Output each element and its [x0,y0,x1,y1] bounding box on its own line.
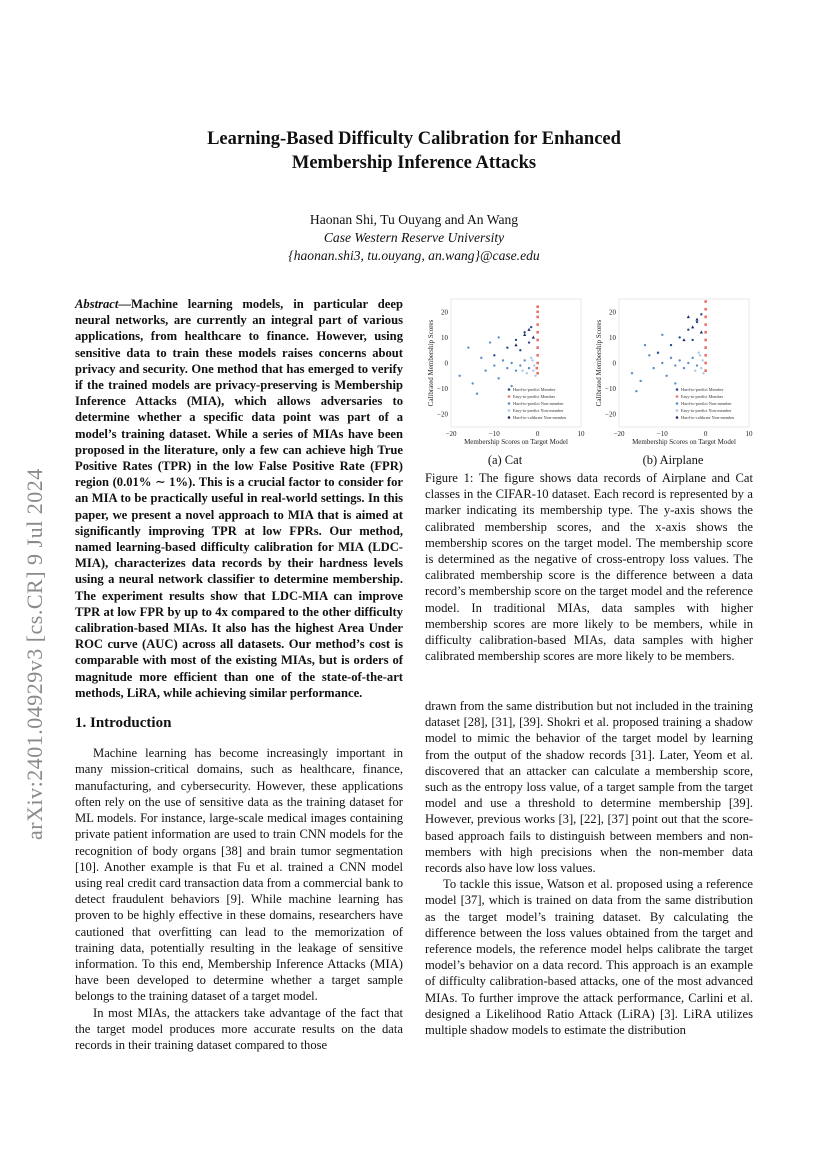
data-point [704,339,707,342]
data-point [515,339,517,341]
legend-marker [676,409,679,412]
data-point [458,375,460,377]
data-point [521,369,523,371]
x-tick-label: 0 [703,430,708,438]
data-point [635,390,637,392]
data-point [530,357,532,359]
x-axis-label: Membership Scores on Target Model [464,438,568,446]
data-point [701,359,703,361]
legend-marker [508,409,511,412]
data-point [536,311,539,314]
data-point [702,372,704,374]
right-paragraph-2: To tackle this issue, Watson et al. proposed using a reference model [37], which is trained on data from the same distribution as the target model’s training dataset. By calculating the difference between the loss values obtained from the target and reference models, the reference model helps calibrate the target model’s behavior on a data record. This approach is an example of difficulty calibration-based attacks, one of the most advanced MIAs. To further improve the attack performance, Carlini et al. designed a Likelihood Ratio Attack (LiRA) [3]. LiRA utilizes multiple shadow models to estimate the distribution [425,877,753,1038]
data-point [497,377,499,379]
data-point [683,367,685,369]
data-point [639,380,641,382]
data-point [493,364,495,366]
data-point [704,362,707,365]
legend-entry: Easy-to-predict Member [681,394,724,399]
data-point [704,331,707,334]
affiliation: Case Western Reserve University [323,230,505,245]
legend-marker [508,388,511,391]
y-tick-label: 10 [441,333,448,342]
y-tick-label: −20 [605,410,616,419]
subfigure-airplane [593,296,753,466]
data-point [467,346,469,348]
data-point [493,354,495,356]
data-point [696,321,698,323]
data-point [696,364,698,366]
data-point [531,359,533,361]
y-tick-label: −10 [437,385,448,394]
data-point [519,364,521,366]
author-names: Haonan Shi, Tu Ouyang and An Wang [309,212,519,227]
data-point [661,334,663,336]
legend-entry: Hard-to-calibrate Non-member [513,415,567,420]
x-tick-label: 10 [577,430,585,438]
legend-entry: Hard-to-predict Member [681,387,724,392]
legend-entry: Easy-to-predict Member [513,394,556,399]
x-tick-label: 10 [745,430,753,438]
data-point [678,359,680,361]
legend-marker [508,395,511,398]
data-point [694,369,696,371]
data-point [526,372,528,374]
x-tick-label: 0 [535,430,540,438]
data-point [700,313,702,315]
data-point [670,344,672,346]
data-point [533,364,535,366]
paper-title-line2: Membership Inference Attacks [291,153,537,173]
scatter-plot-airplane [593,296,758,451]
x-tick-label: −20 [613,430,625,438]
intro-paragraph-1: Machine learning has become increasingly important in many mission-critical domains, such as healthcare, finance, manufacturing, and cybersecurity. However, these applications often rely on the use of sensitive data as the training dataset for ML models. For instance, large-scale medical images containing private patient information are used to train CNN models for the recognition of body organs [38] and brain tumor segmentation [10]. Another example is that Fu et al. trained a CNN model using real credit card transaction data from a commercial bank to detect fraudulent behaviors [9]. While machine learning has proven to be highly effective in these domains, researchers have cautioned that overfitting can lead to the memorization of training data, potentially resulting in the leakage of sensitive information. To this end, Membership Inference Attacks (MIA) have been developed to determine whether a target sample belongs to the training dataset of a target model. [75,746,403,1004]
y-tick-label: 20 [609,308,616,317]
data-point [506,346,508,348]
data-point [536,339,539,342]
data-point [480,357,482,359]
data-point [528,367,530,369]
abstract-body: —Machine learning models, in particular deep neural networks, are currently an integral part of various applications, from healthcare to finance. However, using sensitive data to train these models raises concerns about privacy and security. One method that has emerged to verify if the trained models are privacy-preserving is Membership Inference Attacks (MIA), which allows adversaries to determine whether a specific data point was part of a model’s training dataset. While a series of MIAs have been proposed in the literature, only a few can achieve high True Positive Rates (TPR) in the low False Positive Rate (FPR) region (0.01% ∼ 1%). This is a crucial factor to consider for an MIA to be practically useful in real-world settings. In this paper, we present a novel approach to MIA that is aimed at significantly improving TPR at low FPRs. Our method, named learning-based difficulty calibration for MIA (LDC-MIA), characterizes data records by their hardness levels using a neural network classifier to determine membership. The experiment results show that LDC-MIA can improve TPR at low FPR by up to 4x compared to the other difficulty calibration-based MIAs. It also has the highest Area Under ROC curve (AUC) across all datasets. Our method’s cost is comparable with most of the existing MIAs, but is orders of magnitude more efficient than one of the state-of-the-art methods, LiRA, while achieving similar performance. [75,297,403,700]
x-axis-label: Membership Scores on Target Model [632,438,736,446]
data-point [515,369,517,371]
scatter-plot-cat [425,296,590,451]
data-point [536,354,539,357]
data-point [536,316,539,319]
data-point [519,349,521,351]
right-column [425,698,753,1038]
data-point [687,362,689,364]
data-point [678,336,680,338]
legend-marker [676,388,679,391]
data-point [536,346,539,349]
right-paragraph-1: drawn from the same distribution but not included in the training dataset [28], [31], [39]. Shokri et al. proposed training a shadow model to mimic the behavior of the target model by learning from the output of the shadow records [31]. Later, Yeom et al. discovered that an attacker can calculate a membership score, such as the entropy loss value, of a target sample from the target model and use a threshold to determine membership [39]. However, previous works [3], [22], [37] point out that the score-based approach fails to distinguish between members and non-members with high precisions when the non-member data records also have low loss values. [425,699,753,876]
data-point [530,326,532,328]
section-heading: 1. Introduction [75,715,172,732]
y-tick-label: 0 [612,359,616,368]
data-point [700,367,702,369]
data-point [536,372,539,375]
data-point [497,336,499,338]
legend-entry: Hard-to-predict Member [513,387,556,392]
y-tick-label: 20 [441,308,448,317]
data-point [691,357,693,359]
y-tick-label: −10 [605,385,616,394]
data-point [704,323,707,326]
x-tick-label: −20 [445,430,457,438]
legend-marker [676,395,679,398]
data-point [704,369,707,372]
y-tick-label: 10 [609,333,616,342]
legend-entry: Hard-to-predict Non-member [513,401,564,406]
subcaption-cat: (a) Cat [487,453,523,467]
legend-entry: Hard-to-calibrate Non-member [681,415,735,420]
data-point [691,339,693,341]
data-point [687,329,689,331]
data-point [704,300,707,303]
data-point [534,375,536,377]
legend-entry: Easy-to-predict Non-member [681,408,732,413]
data-point [665,375,667,377]
data-point [644,344,646,346]
subcaption-airplane: (b) Airplane [642,453,704,467]
legend-entry: Hard-to-predict Non-member [681,401,732,406]
figure-caption [425,470,753,664]
data-point [532,369,534,371]
data-point [670,357,672,359]
data-point [536,305,539,308]
data-point [536,323,539,326]
data-point [704,346,707,349]
data-point [476,393,478,395]
data-point [528,341,530,343]
y-tick-label: −20 [437,410,448,419]
y-axis-label: Calibrated Membership Scores [595,319,603,407]
data-point [523,359,525,361]
x-tick-label: −10 [656,430,668,438]
data-point [704,316,707,319]
data-point [699,354,701,356]
data-point [657,352,659,354]
data-point [489,341,491,343]
data-point [536,362,539,365]
arxiv-identifier: arXiv:2401.04929v3 [cs.CR] 9 Jul 2024 [22,468,47,840]
abstract-heading: Abstract [75,297,119,311]
y-axis-label: Calibrated Membership Scores [427,319,435,407]
legend-marker [676,416,679,419]
x-tick-label: −10 [488,430,500,438]
y-tick-label: 0 [444,359,448,368]
data-point [704,354,707,357]
data-point [674,364,676,366]
data-point [704,308,707,311]
title-block [75,127,753,175]
paper-title-line1: Learning-Based Difficulty Calibration for Enhanced [207,129,621,149]
data-point [674,382,676,384]
data-point [652,367,654,369]
intro-paragraph-2: In most MIAs, the attackers take advantage of the fact that the target model produces more accurate results on the data records in their training dataset compared to those [75,1005,403,1052]
author-emails: {haonan.shi3, tu.ouyang, an.wang}@case.edu [288,248,540,263]
data-point [698,352,700,354]
data-point [471,382,473,384]
legend-marker [508,402,511,405]
abstract [75,296,403,701]
data-point [631,372,633,374]
data-point [648,354,650,356]
left-column [75,296,403,1053]
data-point [510,362,512,364]
author-block [75,211,753,265]
legend-marker [508,416,511,419]
data-point [536,367,539,370]
figure-1-caption: Figure 1: The figure shows data records of Airplane and Cat classes in the CIFAR-10 dataset. Each record is represented by a marker indicating its membership type. The y-axis shows the calibrated membership scores, and the x-axis shows the membership scores on the target model. The membership score is determined as the negative of cross-entropy loss values. The calibrated membership score is the difference between a data record’s membership score on the target model and the reference model. In traditional MIAs, data samples with higher membership scores are more likely to be members, while in difficulty calibration-based MIAs, data samples with higher calibrated membership scores are more likely to be members. [425,471,753,664]
figure-1 [425,296,755,472]
data-point [502,359,504,361]
data-point [536,331,539,334]
legend-marker [676,402,679,405]
legend-entry: Easy-to-predict Non-member [513,408,564,413]
data-point [506,367,508,369]
data-point [484,369,486,371]
data-point [661,362,663,364]
subfigure-cat [425,296,585,466]
